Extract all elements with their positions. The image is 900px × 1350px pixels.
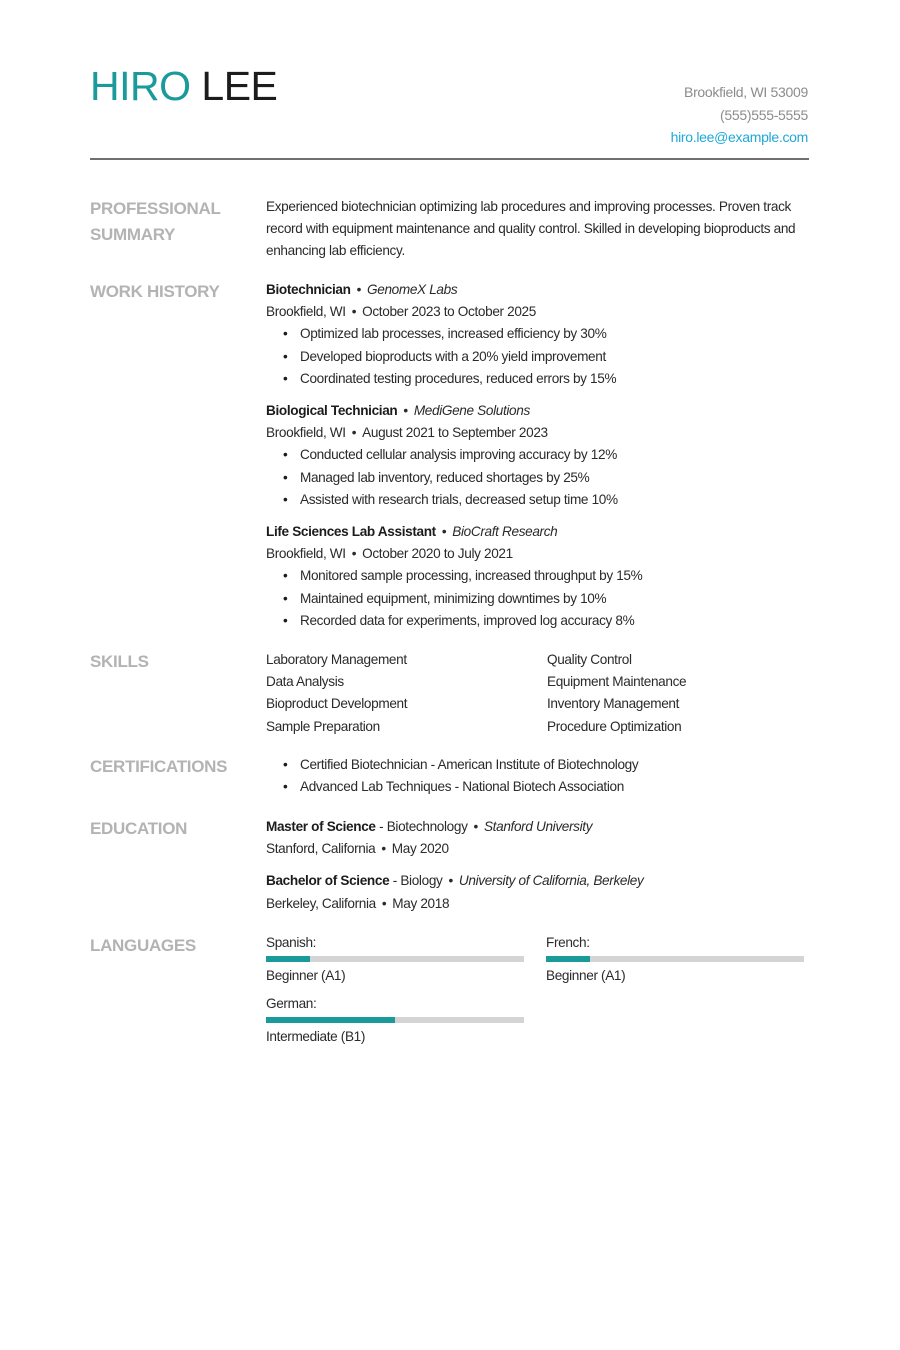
separator-dot: • — [448, 873, 453, 889]
field-of-study: - Biotechnology — [379, 819, 468, 834]
skill-item: Laboratory Management — [266, 652, 407, 667]
language-bar — [546, 956, 804, 962]
job-header — [266, 400, 811, 422]
separator-dot: • — [356, 282, 362, 297]
separator-dot: • — [473, 819, 478, 834]
language-name: German: — [266, 996, 317, 1011]
language-bar — [266, 1017, 524, 1023]
work-history-list — [266, 279, 811, 642]
job-location: Brookfield, WI — [266, 546, 346, 562]
job-entry — [266, 521, 811, 632]
languages-grid — [266, 933, 811, 1046]
job-bullets — [266, 444, 811, 511]
language-level: Intermediate (B1) — [266, 1029, 366, 1044]
skill-item: Inventory Management — [547, 696, 680, 712]
separator-dot: • — [381, 895, 387, 911]
job-bullet: • Managed lab inventory, reduced shortages by 25% — [300, 467, 811, 489]
job-dates: October 2023 to October 2025 — [362, 304, 536, 320]
job-entry — [266, 279, 811, 390]
job-meta — [266, 301, 811, 323]
skill-item: Data Analysis — [266, 674, 344, 690]
job-meta — [266, 422, 811, 444]
certifications-list — [266, 754, 811, 798]
education-meta — [266, 893, 811, 915]
certification-bullets — [266, 754, 811, 798]
job-bullet: • Developed bioproducts with a 20% yield improvement — [300, 346, 811, 368]
job-bullet: • Coordinated testing procedures, reduced errors by 15% — [300, 368, 811, 390]
location-text: Brookfield, WI 53009 — [684, 84, 808, 100]
education-header — [266, 870, 811, 892]
language-name: French: — [546, 935, 590, 950]
school-location: Stanford, California — [266, 841, 376, 857]
job-title: Biological Technician — [266, 403, 398, 419]
separator-dot: • — [441, 524, 447, 540]
section-title-languages: LANGUAGES — [90, 936, 196, 955]
last-name: LEE — [201, 63, 278, 109]
skill-item: Quality Control — [547, 652, 632, 667]
separator-dot: • — [351, 304, 357, 320]
candidate-name — [90, 62, 277, 110]
first-name: HIRO — [90, 63, 191, 109]
job-bullet: • Maintained equipment, minimizing downtimes by 10% — [300, 588, 811, 610]
language-bar — [266, 956, 524, 962]
graduation-date: May 2020 — [391, 841, 449, 857]
section-title-line: PROFESSIONAL — [90, 199, 221, 218]
section-title-education: EDUCATION — [90, 819, 188, 838]
job-company: BioCraft Research — [452, 524, 558, 540]
skills-grid — [266, 649, 811, 738]
phone-text: (555)555-5555 — [720, 106, 808, 123]
section-title-skills: SKILLS — [90, 652, 149, 671]
separator-dot: • — [351, 546, 357, 562]
language-item — [266, 933, 546, 985]
header-divider — [90, 158, 809, 160]
job-dates: August 2021 to September 2023 — [362, 425, 548, 441]
language-bar-fill — [546, 956, 590, 962]
job-bullet: • Assisted with research trials, decreased setup time 10% — [300, 489, 811, 511]
job-company: GenomeX Labs — [367, 282, 458, 297]
separator-dot: • — [403, 403, 408, 419]
graduation-date: May 2018 — [392, 895, 450, 911]
section-title-summary — [90, 196, 250, 248]
job-bullets — [266, 323, 811, 390]
education-entry — [266, 870, 811, 914]
job-header — [266, 279, 811, 301]
job-bullet: • Conducted cellular analysis improving accuracy by 12% — [300, 444, 811, 466]
degree: Master of Science — [266, 819, 376, 834]
job-title: Life Sciences Lab Assistant — [266, 524, 436, 540]
certification-item: • Advanced Lab Techniques - National Biotech Association — [300, 776, 811, 798]
education-meta — [266, 838, 811, 860]
education-list — [266, 816, 811, 925]
separator-dot: • — [381, 841, 386, 857]
school: Stanford University — [483, 819, 593, 834]
job-bullets — [266, 565, 811, 632]
job-header — [266, 521, 811, 543]
skill-item: Equipment Maintenance — [547, 674, 687, 690]
certification-item: • Certified Biotechnician - American Institute of Biotechnology — [300, 754, 811, 776]
job-title: Biotechnician — [266, 282, 351, 297]
job-dates: October 2020 to July 2021 — [362, 546, 513, 562]
job-bullet: • Monitored sample processing, increased throughput by 15% — [300, 565, 811, 587]
separator-dot: • — [351, 425, 357, 441]
language-level: Beginner (A1) — [266, 968, 346, 983]
language-level: Beginner (A1) — [546, 968, 626, 983]
section-title-certifications: CERTIFICATIONS — [90, 757, 228, 776]
skill-item: Procedure Optimization — [547, 718, 682, 734]
contact-info — [671, 81, 808, 149]
language-item — [266, 994, 546, 1046]
field-of-study: - Biology — [392, 873, 443, 889]
school: University of California, Berkeley — [458, 873, 644, 889]
skill-item: Sample Preparation — [266, 718, 380, 734]
job-bullet: • Optimized lab processes, increased efficiency by 30% — [300, 323, 811, 345]
section-title-work-history: WORK HISTORY — [90, 282, 220, 301]
skill-item: Bioproduct Development — [266, 696, 408, 712]
job-bullet: • Recorded data for experiments, improved log accuracy 8% — [300, 610, 811, 632]
job-location: Brookfield, WI — [266, 304, 346, 320]
job-meta — [266, 543, 811, 565]
school-location: Berkeley, California — [266, 895, 376, 911]
education-header — [266, 816, 811, 838]
job-entry — [266, 400, 811, 511]
education-entry — [266, 816, 811, 860]
section-title-line: SUMMARY — [90, 225, 176, 244]
language-item — [546, 933, 811, 985]
language-bar-fill — [266, 1017, 395, 1023]
job-location: Brookfield, WI — [266, 425, 346, 441]
language-name: Spanish: — [266, 935, 317, 950]
degree: Bachelor of Science — [266, 873, 390, 889]
summary-text: Experienced biotechnician optimizing lab procedures and improving processes. Proven track record with equipment maintenance and quality control. Skilled in developing bioproducts and enhancing lab efficiency. — [266, 199, 796, 259]
email-link[interactable]: hiro.lee@example.com — [670, 129, 808, 145]
language-bar-fill — [266, 956, 310, 962]
job-company: MediGene Solutions — [413, 403, 530, 419]
